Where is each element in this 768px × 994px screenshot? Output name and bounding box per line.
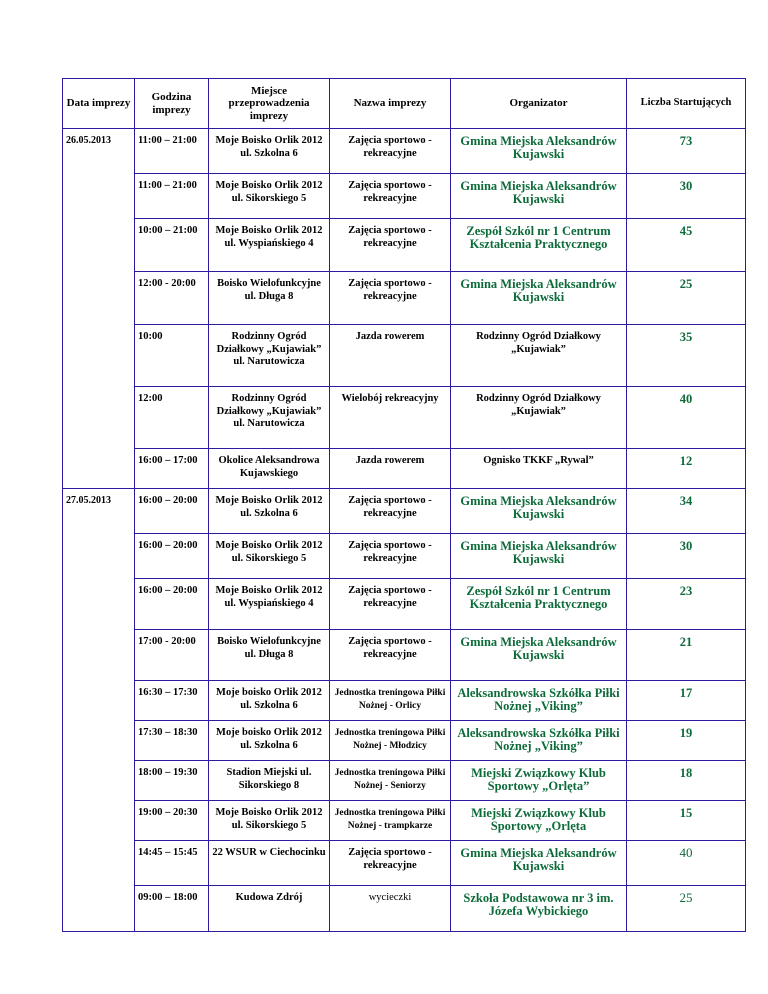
organizer-cell: Zespół Szkól nr 1 Centrum Kształcenia Praktycznego	[451, 579, 627, 630]
table-row	[63, 325, 746, 387]
organizer-cell: Gmina Miejska Aleksandrów Kujawski	[451, 630, 627, 681]
time-cell: 11:00 – 21:00	[135, 174, 209, 219]
event-cell: wycieczki	[330, 886, 451, 932]
place-cell: Moje Boisko Orlik 2012 ul. Szkolna 6	[209, 129, 330, 174]
place-cell: Moje boisko Orlik 2012 ul. Szkolna 6	[209, 721, 330, 761]
count-cell: 40	[627, 387, 746, 449]
place-cell: Boisko Wielofunkcyjne ul. Długa 8	[209, 630, 330, 681]
time-cell: 09:00 – 18:00	[135, 886, 209, 932]
organizer-cell: Gmina Miejska Aleksandrów Kujawski	[451, 534, 627, 579]
table-row	[63, 387, 746, 449]
table-row	[63, 174, 746, 219]
time-cell: 14:45 – 15:45	[135, 841, 209, 886]
table-row	[63, 489, 746, 534]
time-cell: 17:00 - 20:00	[135, 630, 209, 681]
count-cell: 17	[627, 681, 746, 721]
header-place: Miejsce przeprowadzenia imprezy	[209, 79, 330, 129]
place-cell: Moje Boisko Orlik 2012 ul. Sikorskiego 5	[209, 534, 330, 579]
event-cell: Jednostka treningowa Piłki Nożnej - Seniorzy	[330, 761, 451, 801]
event-cell: Zajęcia sportowo - rekreacyjne	[330, 272, 451, 325]
organizer-cell: Aleksandrowska Szkółka Piłki Nożnej „Viking”	[451, 721, 627, 761]
place-cell: Moje Boisko Orlik 2012 ul. Sikorskiego 5	[209, 801, 330, 841]
count-cell: 12	[627, 449, 746, 489]
place-cell: Okolice Aleksandrowa Kujawskiego	[209, 449, 330, 489]
table-row	[63, 534, 746, 579]
table-row	[63, 761, 746, 801]
organizer-cell: Miejski Związkowy Klub Sportowy „Orlęta”	[451, 761, 627, 801]
count-cell: 40	[627, 841, 746, 886]
time-cell: 17:30 – 18:30	[135, 721, 209, 761]
place-cell: Kudowa Zdrój	[209, 886, 330, 932]
time-cell: 10:00	[135, 325, 209, 387]
event-cell: Zajęcia sportowo - rekreacyjne	[330, 579, 451, 630]
count-cell: 30	[627, 174, 746, 219]
event-cell: Zajęcia sportowo - rekreacyjne	[330, 841, 451, 886]
time-cell: 10:00 – 21:00	[135, 219, 209, 272]
organizer-cell: Rodzinny Ogród Działkowy „Kujawiak”	[451, 325, 627, 387]
time-cell: 18:00 – 19:30	[135, 761, 209, 801]
table-row	[63, 681, 746, 721]
table-row	[63, 579, 746, 630]
count-cell: 19	[627, 721, 746, 761]
organizer-cell: Miejski Związkowy Klub Sportowy „Orlęta	[451, 801, 627, 841]
time-cell: 12:00	[135, 387, 209, 449]
date-cell: 27.05.2013	[63, 489, 135, 932]
table-header-row	[63, 79, 746, 129]
table-row	[63, 449, 746, 489]
header-count: Liczba Startujących	[627, 79, 746, 129]
count-cell: 45	[627, 219, 746, 272]
count-cell: 25	[627, 272, 746, 325]
event-cell: Wielobój rekreacyjny	[330, 387, 451, 449]
header-time: Godzina imprezy	[135, 79, 209, 129]
time-cell: 19:00 – 20:30	[135, 801, 209, 841]
organizer-cell: Ognisko TKKF „Rywal”	[451, 449, 627, 489]
count-cell: 18	[627, 761, 746, 801]
event-cell: Zajęcia sportowo - rekreacyjne	[330, 534, 451, 579]
event-cell: Jazda rowerem	[330, 449, 451, 489]
time-cell: 16:00 – 17:00	[135, 449, 209, 489]
time-cell: 12:00 - 20:00	[135, 272, 209, 325]
table-row	[63, 886, 746, 932]
table-row	[63, 721, 746, 761]
count-cell: 25	[627, 886, 746, 932]
count-cell: 30	[627, 534, 746, 579]
count-cell: 35	[627, 325, 746, 387]
place-cell: Moje boisko Orlik 2012 ul. Szkolna 6	[209, 681, 330, 721]
count-cell: 23	[627, 579, 746, 630]
event-cell: Zajęcia sportowo - rekreacyjne	[330, 174, 451, 219]
events-table	[62, 78, 746, 932]
event-cell: Jednostka treningowa Piłki Nożnej - Orlicy	[330, 681, 451, 721]
time-cell: 16:30 – 17:30	[135, 681, 209, 721]
organizer-cell: Gmina Miejska Aleksandrów Kujawski	[451, 129, 627, 174]
time-cell: 16:00 – 20:00	[135, 489, 209, 534]
organizer-cell: Aleksandrowska Szkółka Piłki Nożnej „Viking”	[451, 681, 627, 721]
table-row	[63, 841, 746, 886]
place-cell: Moje Boisko Orlik 2012 ul. Wyspiańskiego 4	[209, 579, 330, 630]
place-cell: Stadion Miejski ul. Sikorskiego 8	[209, 761, 330, 801]
header-date: Data imprezy	[63, 79, 135, 129]
place-cell: Rodzinny Ogród Działkowy „Kujawiak” ul. Narutowicza	[209, 325, 330, 387]
count-cell: 21	[627, 630, 746, 681]
count-cell: 34	[627, 489, 746, 534]
place-cell: Moje Boisko Orlik 2012 ul. Sikorskiego 5	[209, 174, 330, 219]
header-event: Nazwa imprezy	[330, 79, 451, 129]
table-row	[63, 801, 746, 841]
time-cell: 11:00 – 21:00	[135, 129, 209, 174]
table-row	[63, 129, 746, 174]
count-cell: 73	[627, 129, 746, 174]
event-cell: Zajęcia sportowo - rekreacyjne	[330, 219, 451, 272]
place-cell: Boisko Wielofunkcyjne ul. Długa 8	[209, 272, 330, 325]
event-cell: Zajęcia sportowo - rekreacyjne	[330, 489, 451, 534]
place-cell: Moje Boisko Orlik 2012 ul. Szkolna 6	[209, 489, 330, 534]
event-cell: Jednostka treningowa Piłki Nożnej - trampkarze	[330, 801, 451, 841]
date-cell: 26.05.2013	[63, 129, 135, 489]
organizer-cell: Gmina Miejska Aleksandrów Kujawski	[451, 489, 627, 534]
organizer-cell: Zespół Szkól nr 1 Centrum Kształcenia Praktycznego	[451, 219, 627, 272]
event-cell: Jednostka treningowa Piłki Nożnej - Młodzicy	[330, 721, 451, 761]
time-cell: 16:00 – 20:00	[135, 534, 209, 579]
event-cell: Zajęcia sportowo - rekreacyjne	[330, 129, 451, 174]
place-cell: Rodzinny Ogród Działkowy „Kujawiak” ul. Narutowicza	[209, 387, 330, 449]
place-cell: Moje Boisko Orlik 2012 ul. Wyspiańskiego 4	[209, 219, 330, 272]
header-organizer: Organizator	[451, 79, 627, 129]
organizer-cell: Szkoła Podstawowa nr 3 im. Józefa Wybickiego	[451, 886, 627, 932]
organizer-cell: Gmina Miejska Aleksandrów Kujawski	[451, 174, 627, 219]
place-cell: 22 WSUR w Ciechocinku	[209, 841, 330, 886]
event-cell: Zajęcia sportowo - rekreacyjne	[330, 630, 451, 681]
table-row	[63, 272, 746, 325]
organizer-cell: Rodzinny Ogród Działkowy „Kujawiak”	[451, 387, 627, 449]
table-row	[63, 630, 746, 681]
event-cell: Jazda rowerem	[330, 325, 451, 387]
organizer-cell: Gmina Miejska Aleksandrów Kujawski	[451, 272, 627, 325]
table-row	[63, 219, 746, 272]
count-cell: 15	[627, 801, 746, 841]
organizer-cell: Gmina Miejska Aleksandrów Kujawski	[451, 841, 627, 886]
time-cell: 16:00 – 20:00	[135, 579, 209, 630]
